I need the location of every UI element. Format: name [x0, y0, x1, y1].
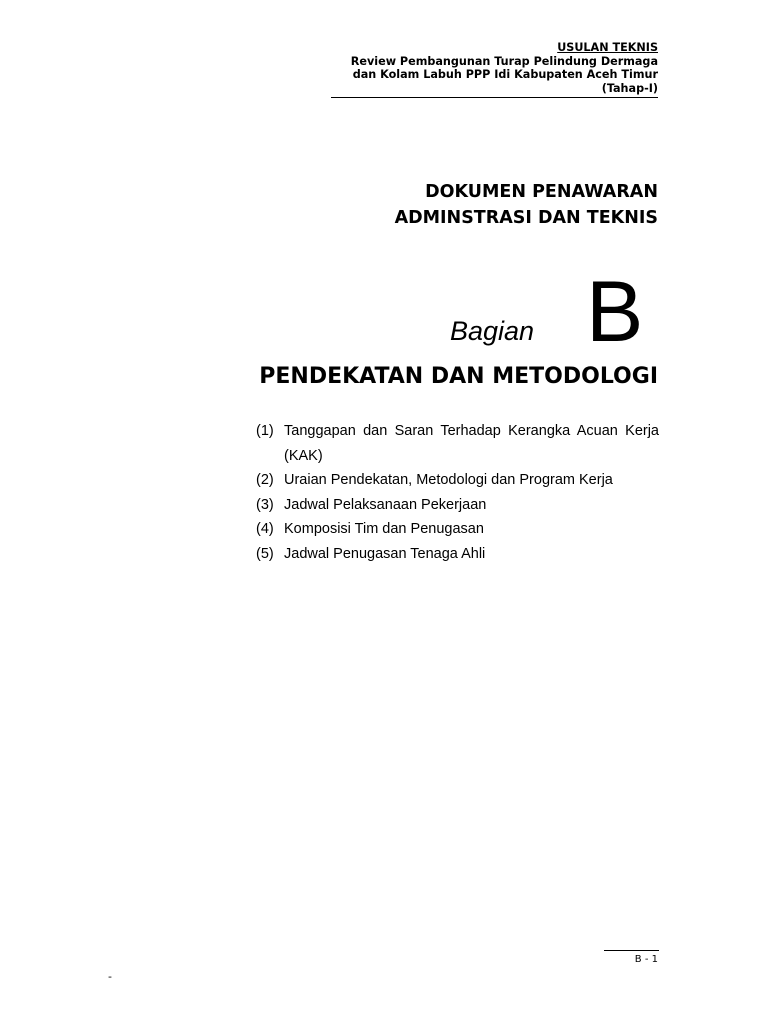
list-item-text: Uraian Pendekatan, Metodologi dan Program Kerja — [284, 472, 613, 488]
list-item-number: (5) — [256, 545, 274, 562]
list-item — [256, 542, 659, 567]
list-item-text: Tanggapan dan Saran Terhadap Kerangka Acuan Kerja (KAK) — [284, 423, 659, 464]
header-project-line-2: dan Kolam Labuh PPP Idi Kabupaten Aceh Timur — [352, 68, 658, 81]
document-title — [395, 179, 658, 231]
header-rule — [331, 97, 658, 98]
list-item — [256, 517, 659, 542]
list-item — [256, 419, 659, 468]
list-item-number: (3) — [256, 496, 274, 513]
list-item-text: Jadwal Pelaksanaan Pekerjaan — [284, 496, 487, 513]
document-title-line-1: DOKUMEN PENAWARAN — [425, 182, 658, 202]
section-letter: B — [586, 264, 644, 360]
corner-mark: - — [108, 970, 112, 983]
list-item-number: (4) — [256, 521, 274, 537]
section-title: PENDEKATAN DAN METODOLOGI — [259, 364, 658, 389]
list-item — [256, 493, 659, 518]
list-item-text: Komposisi Tim dan Penugasan — [284, 521, 484, 537]
list-item-number: (2) — [256, 472, 274, 488]
list-item-text: Jadwal Penugasan Tenaga Ahli — [284, 545, 486, 562]
footer-rule — [604, 950, 659, 951]
header-phase: (Tahap-I) — [601, 81, 658, 95]
section-label: Bagian — [450, 316, 535, 346]
list-item-number: (1) — [256, 423, 274, 439]
section-contents-list — [256, 419, 659, 566]
list-item — [256, 468, 659, 493]
page-number: B - 1 — [634, 954, 658, 965]
header-title: USULAN TEKNIS — [557, 41, 658, 54]
document-title-line-2: ADMINSTRASI DAN TEKNIS — [394, 208, 658, 228]
header-project-line-1: Review Pembangunan Turap Pelindung Dermaga — [350, 54, 658, 68]
running-header — [328, 41, 658, 95]
